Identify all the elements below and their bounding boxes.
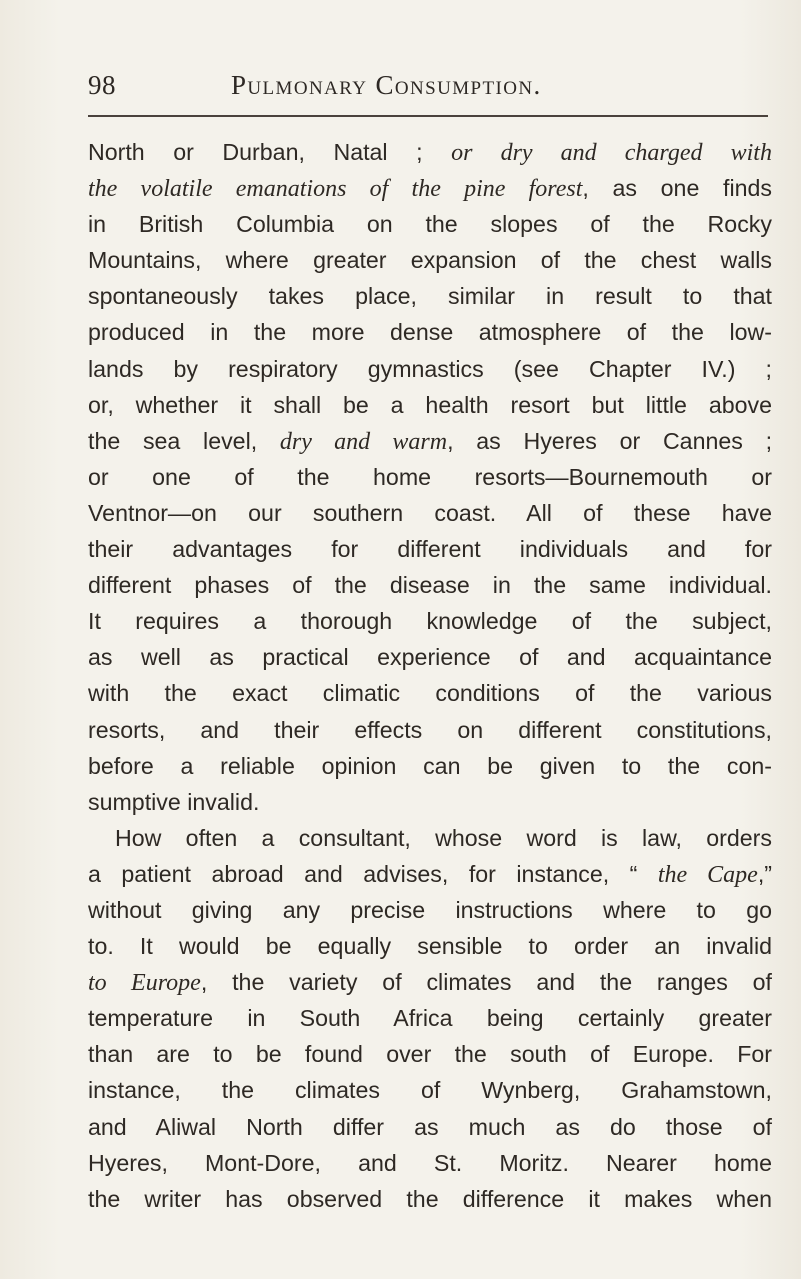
text-line-1: North or Durban, Natal ; or dry and charged with <box>88 139 772 166</box>
text-line-19: sumptive invalid. <box>88 788 260 815</box>
page-number: 98 <box>88 70 116 100</box>
text-line-9: the sea level, dry and warm, as Hyeres or Cannes ; <box>88 427 773 455</box>
text-line-16: with the exact climatic conditions of the various <box>88 680 772 707</box>
text-line-25: temperature in South Africa being certainly greater <box>88 1005 772 1032</box>
text-line-29: Hyeres, Mont-Dore, and St. Moritz. Nearer home <box>88 1149 772 1176</box>
text-line-10: or one of the home resorts—Bournemouth or <box>88 463 772 490</box>
text-line-3: in British Columbia on the slopes of the Rocky <box>88 211 772 238</box>
text-line-14: It requires a thorough knowledge of the subject, <box>88 608 772 635</box>
text-line-8: or, whether it shall be a health resort but little above <box>88 391 772 418</box>
text-line-21: a patient abroad and advises, for instance, “ the Cape,” <box>88 860 773 888</box>
text-line-13: different phases of the disease in the same individual. <box>88 572 772 599</box>
text-line-6: produced in the more dense atmosphere of the low- <box>88 319 772 346</box>
text-line-17: resorts, and their effects on different constitutions, <box>88 716 772 743</box>
text-line-28: and Aliwal North differ as much as do those of <box>88 1113 772 1140</box>
text-line-30: the writer has observed the difference it makes when <box>88 1185 772 1212</box>
header-rule <box>88 115 768 117</box>
body-text <box>88 134 772 1217</box>
text-line-18: before a reliable opinion can be given to the con- <box>88 752 772 779</box>
text-line-5: spontaneously takes place, similar in result to that <box>88 283 772 310</box>
text-line-12: their advantages for different individuals and for <box>88 536 772 563</box>
text-line-2: the volatile emanations of the pine forest, as one finds <box>88 175 772 203</box>
text-line-7: lands by respiratory gymnastics (see Chapter IV.) ; <box>88 355 772 382</box>
text-line-24: to Europe, the variety of climates and the ranges of <box>88 969 772 997</box>
text-line-4: Mountains, where greater expansion of the chest walls <box>88 247 772 274</box>
text-line-23: to. It would be equally sensible to order an invalid <box>88 933 772 960</box>
text-line-20: How often a consultant, whose word is law, orders <box>115 824 772 851</box>
text-line-11: Ventnor—on our southern coast. All of these have <box>88 499 772 526</box>
text-line-27: instance, the climates of Wynberg, Grahamstown, <box>88 1077 772 1104</box>
text-line-15: as well as practical experience of and acquaintance <box>88 644 772 671</box>
text-line-22: without giving any precise instructions where to go <box>88 896 772 923</box>
text-line-26: than are to be found over the south of Europe. For <box>88 1041 772 1068</box>
running-title: Pulmonary Consumption. <box>231 70 542 100</box>
running-head <box>88 70 768 110</box>
